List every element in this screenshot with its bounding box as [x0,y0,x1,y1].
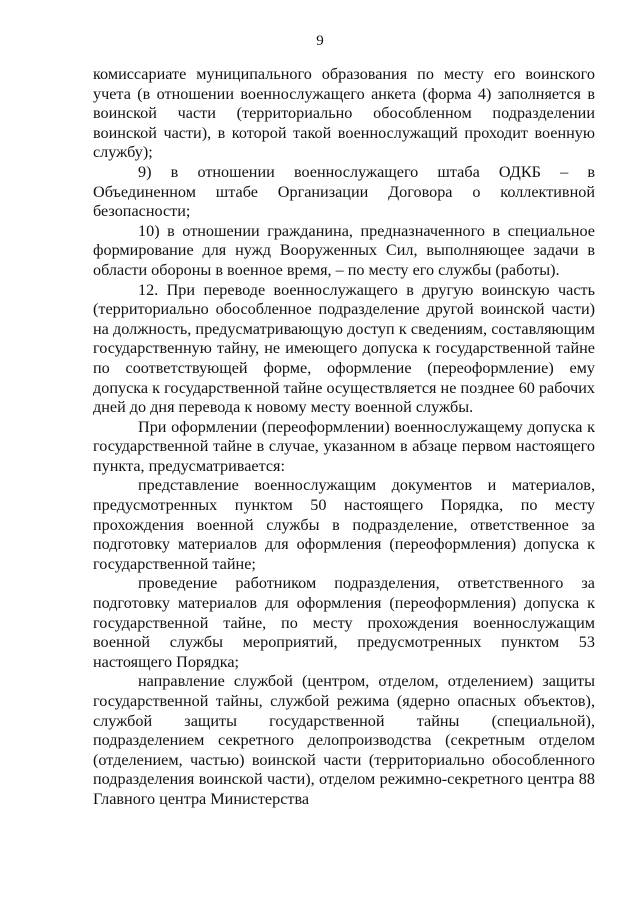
paragraph-item-9: 9) в отношении военнослужащего штаба ОДКБ – в Объединенном штабе Организации Договора о коллективной безопасности; [93,162,595,221]
document-body [93,65,595,810]
paragraph-continuation: комиссариате муниципального образования по месту его воинского учета (в отношении военнослужащего анкета (форма 4) заполняется в воинской части (территориально обособленном подразделении воинской части), в которой такой военнослужащий проходит военную службу); [93,65,595,162]
paragraph-list-item: направление службой (центром, отделом, отделением) защиты государственной тайны, службой режима (ядерно опасных объектов), службой защиты государственной тайны (специальной), подразделением секретного делопроизводства (секретным отделом (отделением, частью) воинской части (территориально обособленного подразделения воинской части), отделом режимно-секретного центра 88 Главного центра Министерства [93,672,595,808]
paragraph-clause-12-intro: При оформлении (переоформлении) военнослужащему допуска к государственной тайне в случае, указанном в абзаце первом настоящего пункта, предусматривается: [93,417,595,475]
page-number: 9 [316,33,324,49]
paragraph-list-item: проведение работником подразделения, ответственного за подготовку материалов для оформления (переоформления) допуска к государственной тайне, по месту прохождения военнослужащим военной службы мероприятий, предусмотренных пунктом 53 настоящего Порядка; [93,574,595,671]
paragraph-clause-12: 12. При переводе военнослужащего в другую воинскую часть (территориально обособленное подразделение другой воинской части) на должность, предусматривающую доступ к сведениям, составляющим государственную тайну, не имеющего допуска к государственной тайне по соответствующей форме, оформление (переоформление) ему допуска к государственной тайне осуществляется не позднее 60 рабочих дней до дня перевода к новому месту военной службы. [93,280,595,417]
paragraph-list-item: представление военнослужащим документов и материалов, предусмотренных пунктом 50 настоящего Порядка, по месту прохождения военной службы в подразделение, ответственное за подготовку материалов для оформления (переоформления) допуска к государственной тайне; [93,476,595,573]
paragraph-item-10: 10) в отношении гражданина, предназначенного в специальное формирование для нужд Вооруженных Сил, выполняющее задачи в области обороны в военное время, – по месту его службы (работы). [93,221,595,279]
